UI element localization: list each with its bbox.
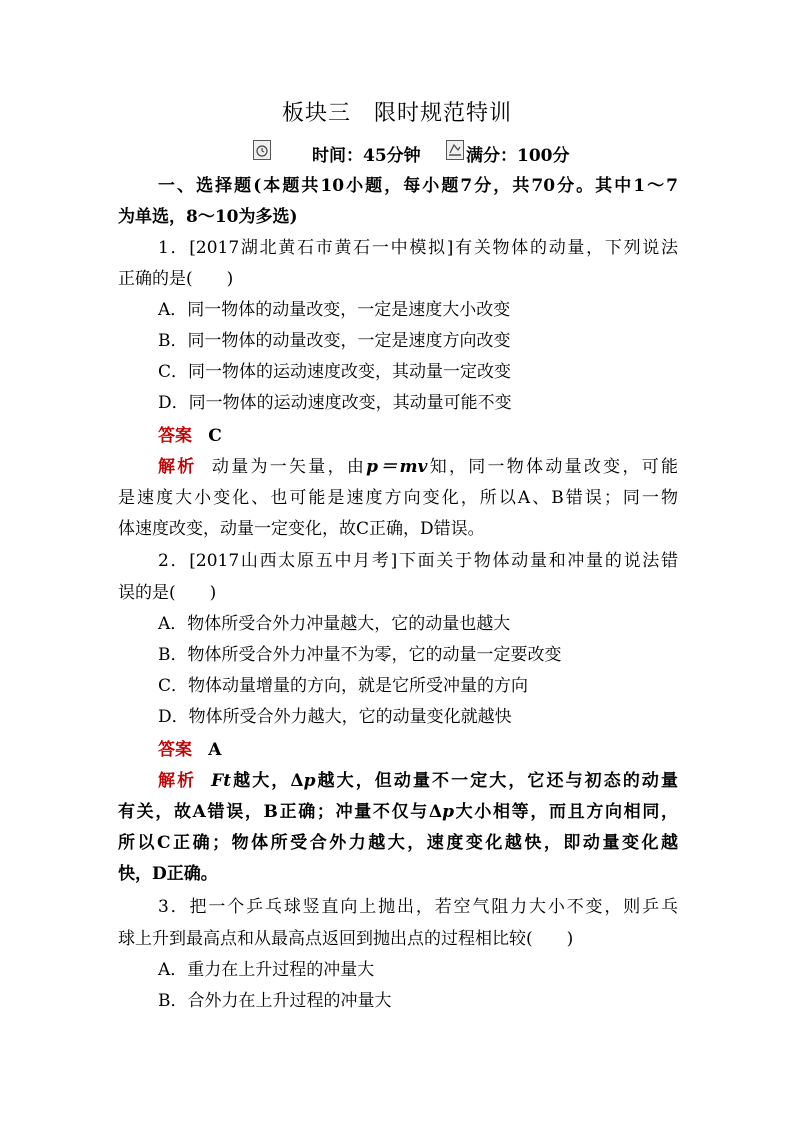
q3-option-a: A．重力在上升过程的冲量大 bbox=[158, 960, 375, 980]
q1-answer-label: 答案 bbox=[158, 426, 192, 446]
q1-analysis-text-b: 知，同一物体动量改变，可能 bbox=[427, 457, 679, 477]
exam-meta bbox=[0, 140, 794, 166]
q2-analysis-p-2: p bbox=[442, 802, 454, 822]
q2-option-a: A．物体所受合外力冲量越大，它的动量也越大 bbox=[158, 614, 511, 634]
q2-stem-line-2: 误的是( ) bbox=[118, 583, 217, 603]
q1-answer-value: C bbox=[208, 426, 222, 446]
q1-analysis-line-1 bbox=[158, 452, 678, 482]
score-icon bbox=[446, 140, 464, 160]
q1-option-b: B．同一物体的动量改变，一定是速度方向改变 bbox=[158, 331, 511, 351]
section-heading-line-1: 一、选择题(本题共10小题，每小题7分，共70分。其中1～7 bbox=[158, 176, 678, 196]
q1-analysis-text-a: 动量为一矢量，由 bbox=[211, 457, 367, 477]
q3-stem-line-2: 球上升到最高点和从最高点返回到抛出点的过程相比较( ) bbox=[118, 929, 574, 949]
q1-analysis-formula: p＝mv bbox=[366, 457, 428, 477]
q1-option-c: C．同一物体的运动速度改变，其动量一定改变 bbox=[158, 362, 512, 382]
page-title: 板块三 限时规范特训 bbox=[281, 101, 512, 126]
q2-option-b: B．物体所受合外力冲量不为零，它的动量一定要改变 bbox=[158, 645, 562, 665]
q2-analysis-label: 解析 bbox=[158, 771, 197, 791]
q2-analysis-text-b: 越大，但动量不一定大，它还与初态的动量 bbox=[315, 771, 678, 791]
q2-analysis-line-2 bbox=[118, 797, 678, 827]
section-heading-line-2: 为单选，8～10为多选) bbox=[118, 207, 298, 227]
q3-stem-line-1: 3．把一个乒乓球竖直向上抛出，若空气阻力大小不变，则乒乓 bbox=[158, 897, 678, 917]
q2-analysis-line-4: 快，D正确。 bbox=[118, 864, 218, 884]
full-score: 满分：100分 bbox=[466, 146, 570, 166]
q1-analysis-line-2: 是速度大小变化、也可能是速度方向变化，所以A、B错误；同一物 bbox=[118, 488, 678, 508]
clock-icon bbox=[253, 140, 271, 160]
q2-option-c: C．物体动量增量的方向，就是它所受冲量的方向 bbox=[158, 676, 529, 696]
q1-stem-line-1: 1．[2017湖北黄石市黄石一中模拟]有关物体的动量，下列说法 bbox=[158, 238, 678, 258]
q2-answer-value: A bbox=[208, 740, 222, 760]
time-limit: 时间：45分钟 bbox=[312, 146, 421, 166]
q2-option-d: D．物体所受合外力越大，它的动量变化就越快 bbox=[158, 707, 512, 727]
q1-analysis-line-3: 体速度改变，动量一定变化，故C正确，D错误。 bbox=[118, 519, 485, 539]
q2-answer bbox=[158, 735, 678, 765]
q2-analysis-text-c: 有关，故A错误，B正确；冲量不仅与Δ bbox=[118, 802, 443, 822]
q2-analysis-ft: Ft bbox=[211, 771, 232, 791]
q1-option-d: D．同一物体的运动速度改变，其动量可能不变 bbox=[158, 393, 512, 413]
q2-analysis-text-a: 越大，Δ bbox=[231, 771, 304, 791]
q2-analysis-p: p bbox=[303, 771, 316, 791]
q2-analysis-text-d: 大小相等，而且方向相同， bbox=[454, 802, 679, 822]
q3-option-b: B．合外力在上升过程的冲量大 bbox=[158, 991, 392, 1011]
q1-option-a: A．同一物体的动量改变，一定是速度大小改变 bbox=[158, 300, 511, 320]
q2-analysis-line-3: 所以C正确；物体所受合外力越大，速度变化越快，即动量变化越 bbox=[118, 833, 678, 853]
q2-analysis-line-1 bbox=[158, 766, 678, 796]
q2-answer-label: 答案 bbox=[158, 740, 192, 760]
q2-stem-line-1: 2．[2017山西太原五中月考]下面关于物体动量和冲量的说法错 bbox=[158, 551, 678, 571]
q1-analysis-label: 解析 bbox=[158, 457, 197, 477]
q1-stem-line-2: 正确的是( ) bbox=[118, 269, 234, 289]
q1-answer bbox=[158, 421, 678, 451]
